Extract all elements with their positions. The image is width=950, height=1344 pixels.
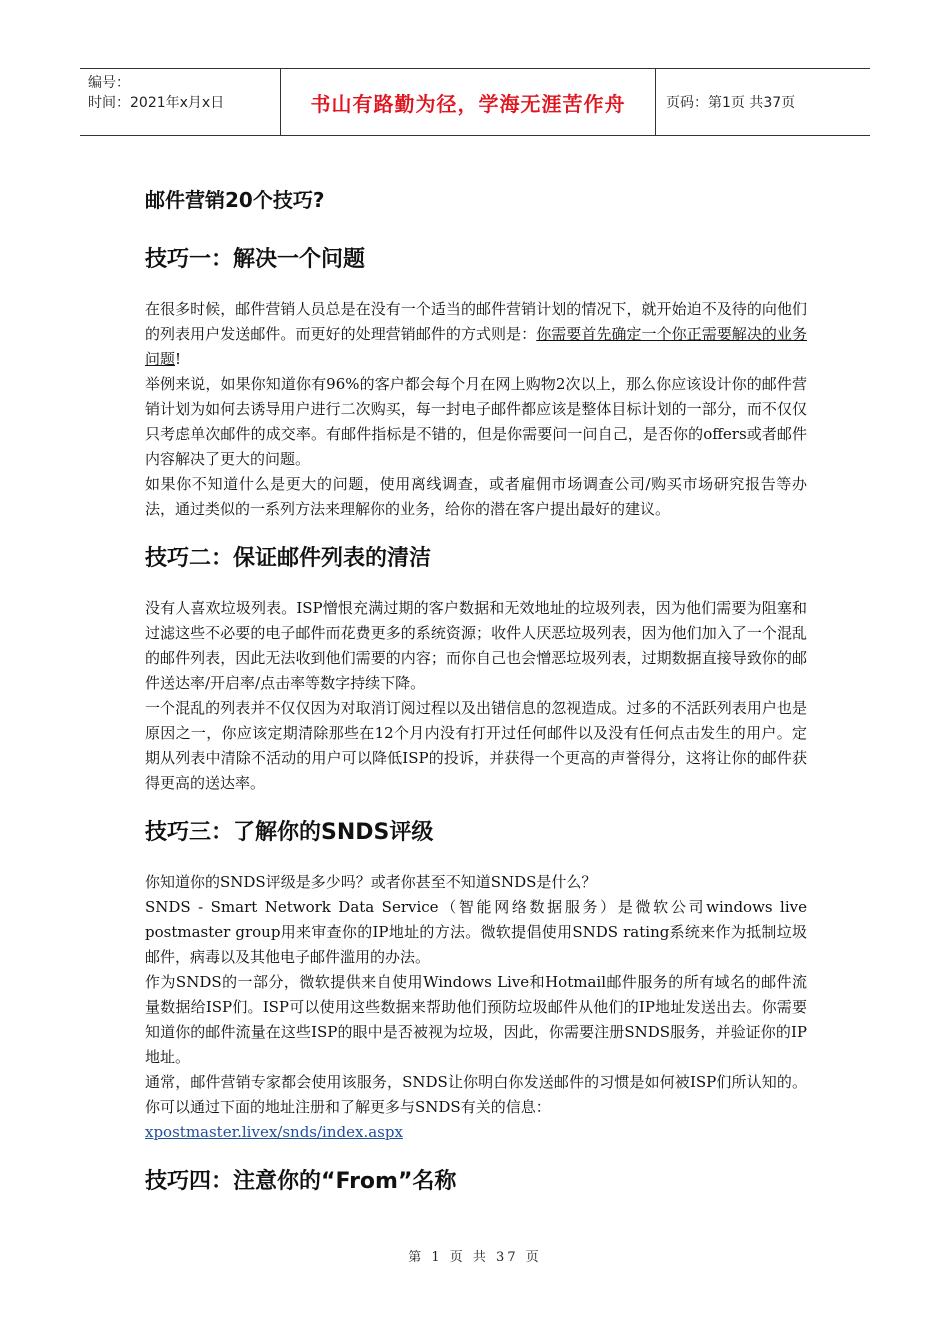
paragraph: 举例来说，如果你知道你有96%的客户都会每个月在网上购物2次以上，那么你应该设计你的邮件营销计划为如何去诱导用户进行二次购买，每一封电子邮件都应该是整体目标计划的一部分，而不仅仅只考虑单次邮件的成交率。有邮件指标是不错的，但是你需要问一问自己，是否你的offers或者邮件内容解决了更大的问题。 (145, 375, 807, 468)
paragraph-text: ! (175, 350, 182, 368)
paragraph: 一个混乱的列表并不仅仅因为对取消订阅过程以及出错信息的忽视造成。过多的不活跃列表用户也是原因之一，你应该定期清除那些在12个月内没有打开过任何邮件以及没有任何点击发生的用户。定期从列表中清除不活动的用户可以降低ISP的投诉，并获得一个更高的声誉得分，这将让你的邮件获得更高的送达率。 (145, 699, 807, 792)
paragraph: 如果你不知道什么是更大的问题，使用离线调查，或者雇佣市场调查公司/购买市场研究报告等办法，通过类似的一系列方法来理解你的业务，给你的潜在客户提出最好的建议。 (145, 475, 807, 518)
time-label: 时间：2021年x月x日 (88, 95, 225, 111)
section-heading: 技巧四：注意你的“From”名称 (145, 1169, 457, 1194)
section-tip-2 (145, 544, 807, 796)
document-body (145, 176, 807, 1219)
paragraph: 通常，邮件营销专家都会使用该服务，SNDS让你明白你发送邮件的习惯是如何被ISP们所认知的。你可以通过下面的地址注册和了解更多与SNDS有关的信息： (145, 1073, 807, 1116)
paragraph (145, 297, 807, 372)
paragraph: 你知道你的SNDS评级是多少吗？或者你甚至不知道SNDS是什么？ (145, 873, 597, 891)
section-heading: 技巧三：了解你的SNDS评级 (145, 820, 434, 845)
header-page-info: 页码：第1页 共37页 (666, 95, 796, 111)
document-title: 邮件营销20个技巧? (145, 188, 325, 212)
header-motto: 书山有路勤为径，学海无涯苦作舟 (280, 69, 656, 135)
paragraph-text: 在很多时候，邮件营销人员总是在没有一个适当的邮件营销计划的情况下，就开始迫不及待的向他们的列表用户发送邮件。而更好的处理营销邮件的方式则是： (145, 300, 807, 343)
page-footer: 第 1 页 共 37 页 (408, 1250, 542, 1265)
section-tip-1 (145, 245, 807, 522)
snds-link[interactable]: xpostmaster.livex/snds/index.aspx (145, 1123, 403, 1141)
section-heading: 技巧一：解决一个问题 (145, 247, 366, 272)
paragraph: 没有人喜欢垃圾列表。ISP憎恨充满过期的客户数据和无效地址的垃圾列表，因为他们需要为阻塞和过滤这些不必要的电子邮件而花费更多的系统资源；收件人厌恶垃圾列表，因为他们加入了一个混乱的邮件列表，因此无法收到他们需要的内容；而你自己也会憎恶垃圾列表，过期数据直接导致你的邮件送达率/开启率/点击率等数字持续下降。 (145, 599, 807, 692)
section-heading: 技巧二：保证邮件列表的清洁 (145, 546, 432, 571)
link-paragraph (145, 1120, 807, 1145)
underlined-text: 你需要首先确定一个你正需要解决的业务问题 (145, 325, 807, 368)
paragraph: SNDS - Smart Network Data Service（智能网络数据服务）是微软公司windows live postmaster group用来审查你的IP地址的方法。微软提倡使用SNDS rating系统来作为抵制垃圾邮件，病毒以及其他电子邮件滥用的办法。 (145, 898, 807, 966)
number-label: 编号： (88, 75, 130, 91)
page-header (80, 68, 870, 136)
section-tip-3 (145, 818, 807, 1145)
paragraph: 作为SNDS的一部分，微软提供来自使用Windows Live和Hotmail邮件服务的所有域名的邮件流量数据给ISP们。ISP可以使用这些数据来帮助他们预防垃圾邮件从他们的IP地址发送出去。你需要知道你的邮件流量在这些ISP的眼中是否被视为垃圾，因此，你需要注册SNDS服务，并验证你的IP地址。 (145, 973, 807, 1066)
section-tip-4 (145, 1167, 807, 1197)
header-meta (80, 69, 280, 135)
